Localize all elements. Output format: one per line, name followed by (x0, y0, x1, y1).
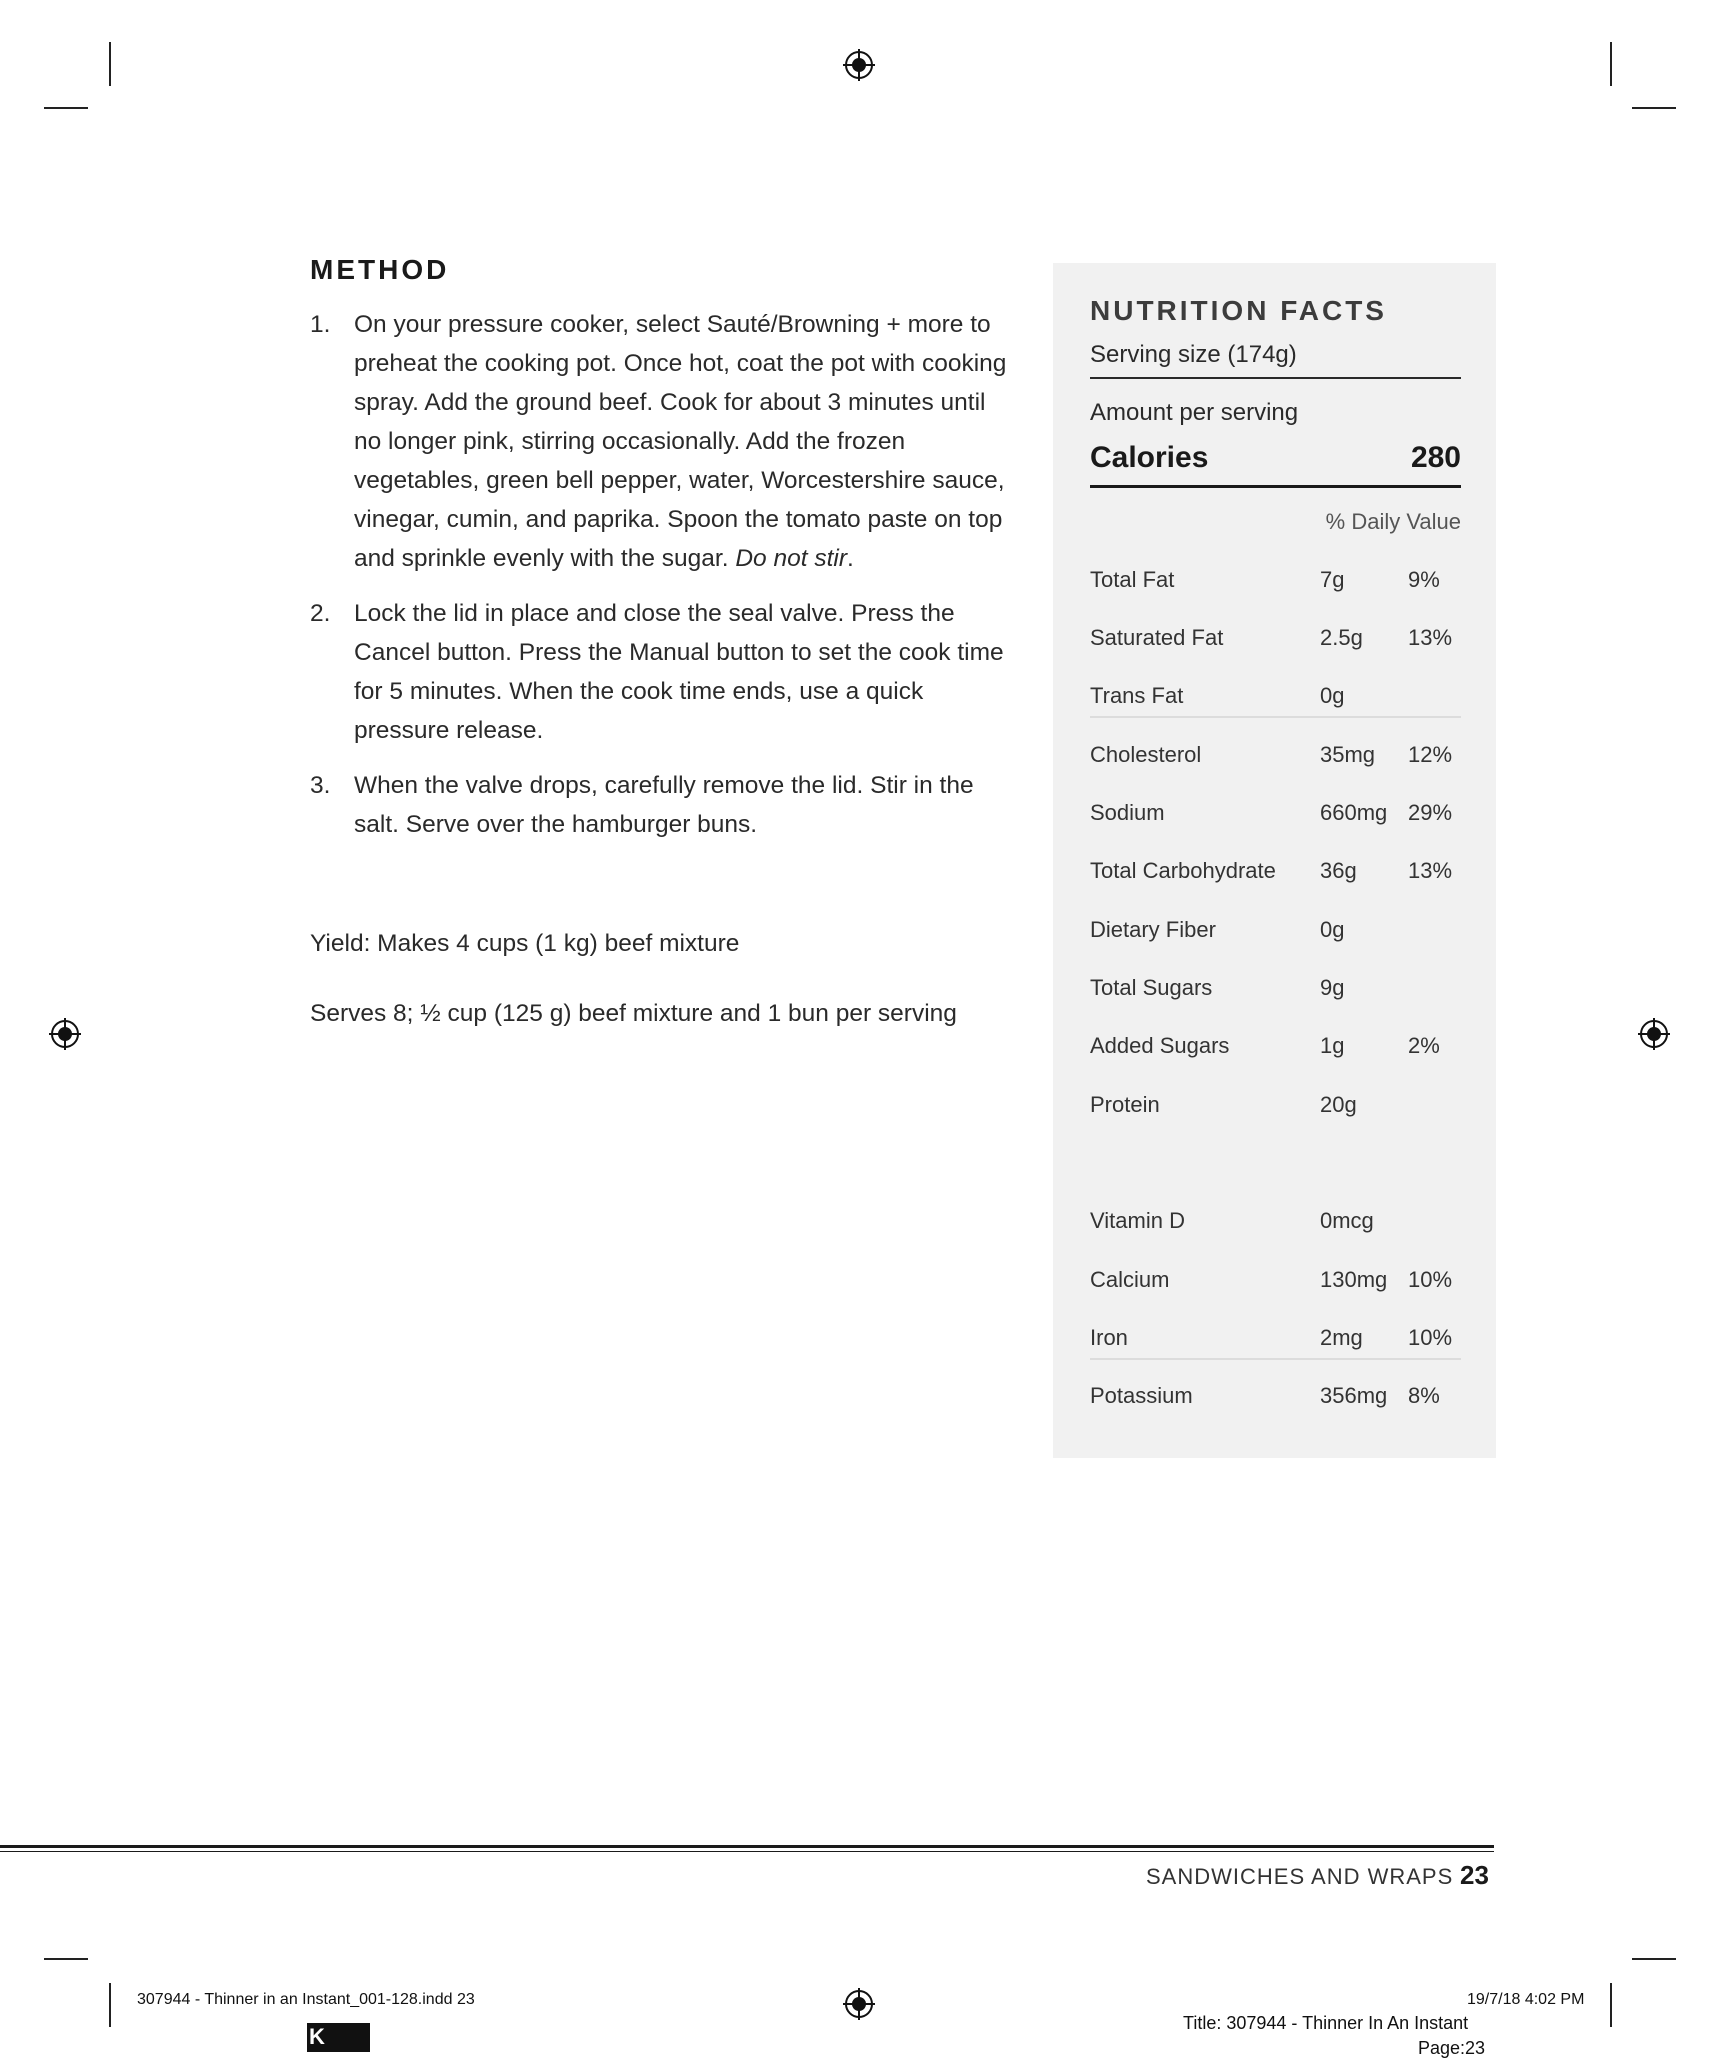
nutrition-facts-panel (1053, 263, 1496, 1458)
slug-page: Page:23 (1418, 2038, 1486, 2058)
crop-mark (1610, 42, 1612, 86)
daily-value-header: % Daily Value (1325, 509, 1461, 534)
step-text: When the valve drops, carefully remove the lid. Stir in the salt. Serve over the hamburger buns. (354, 772, 974, 838)
color-plate-label: K (309, 2024, 325, 2049)
nutrient-daily-value: 29% (1408, 800, 1453, 825)
crop-mark (44, 1958, 88, 1960)
nutrient-row (1090, 800, 1461, 830)
nutrient-name: Total Carbohydrate (1090, 858, 1276, 883)
nutrient-row (1090, 1092, 1461, 1122)
nutrient-daily-value: 9% (1408, 567, 1440, 592)
crop-mark (44, 107, 88, 109)
method-heading: METHOD (310, 254, 450, 285)
nutrient-amount: 356mg (1320, 1383, 1388, 1408)
crop-mark (109, 1983, 111, 2027)
nutrient-row (1090, 742, 1461, 772)
footer-rule (0, 1851, 1494, 1852)
nutrient-amount: 130mg (1320, 1267, 1388, 1292)
nutrient-row (1090, 625, 1461, 655)
serves-text: Serves 8; ½ cup (125 g) beef mixture and 1 bun per serving (310, 1000, 957, 1027)
slug-title: Title: 307944 - Thinner In An Instant (1183, 2013, 1469, 2033)
nutrient-amount: 2mg (1320, 1325, 1363, 1350)
divider (1090, 716, 1461, 718)
nutrient-name: Potassium (1090, 1383, 1193, 1408)
divider (1090, 485, 1461, 488)
method-step (310, 766, 1010, 844)
calories-label: Calories (1090, 441, 1209, 474)
registration-mark-icon (842, 48, 876, 82)
step-number: 3. (310, 772, 331, 799)
nutrition-title: NUTRITION FACTS (1090, 295, 1387, 326)
nutrient-daily-value: 10% (1408, 1325, 1453, 1350)
nutrient-name: Protein (1090, 1092, 1160, 1117)
nutrient-row (1090, 567, 1461, 597)
nutrient-row (1090, 975, 1461, 1005)
yield-text: Yield: Makes 4 cups (1 kg) beef mixture (310, 930, 740, 957)
nutrient-name: Sodium (1090, 800, 1165, 825)
nutrient-name: Iron (1090, 1325, 1128, 1350)
nutrient-name: Vitamin D (1090, 1208, 1185, 1233)
method-step (310, 594, 1010, 750)
nutrient-row (1090, 1267, 1461, 1297)
step-emphasis: Do not stir (735, 545, 847, 572)
nutrient-amount: 36g (1320, 858, 1357, 883)
nutrient-daily-value: 13% (1408, 858, 1453, 883)
nutrient-row (1090, 683, 1461, 713)
nutrient-amount: 20g (1320, 1092, 1357, 1117)
nutrient-name: Added Sugars (1090, 1033, 1230, 1058)
nutrient-name: Saturated Fat (1090, 625, 1224, 650)
nutrient-amount: 2.5g (1320, 625, 1363, 650)
calories-value: 280 (1410, 441, 1461, 474)
serving-size: Serving size (174g) (1090, 341, 1297, 368)
nutrient-daily-value: 13% (1408, 625, 1453, 650)
nutrient-amount: 35mg (1320, 742, 1376, 767)
registration-mark-icon (842, 1987, 876, 2021)
nutrient-row (1090, 1033, 1461, 1063)
registration-mark-icon (1637, 1017, 1671, 1051)
nutrient-daily-value: 12% (1408, 742, 1453, 767)
nutrient-amount: 660mg (1320, 800, 1388, 825)
slug-file-info: 307944 - Thinner in an Instant_001-128.indd 23 (137, 1991, 475, 2008)
nutrient-daily-value: 8% (1408, 1383, 1440, 1408)
method-step (310, 305, 1010, 578)
method-steps (310, 305, 1010, 860)
crop-mark (1610, 1983, 1612, 2027)
crop-mark (1632, 107, 1676, 109)
nutrient-amount: 9g (1320, 975, 1345, 1000)
divider (1090, 377, 1461, 379)
nutrient-row (1090, 1325, 1461, 1355)
registration-mark-icon (48, 1017, 82, 1051)
nutrient-name: Dietary Fiber (1090, 917, 1216, 942)
nutrient-daily-value: 2% (1408, 1033, 1440, 1058)
nutrient-name: Total Fat (1090, 567, 1175, 592)
nutrient-daily-value: 10% (1408, 1267, 1453, 1292)
slug-date: 19/7/18 4:02 PM (1467, 1991, 1585, 2008)
step-number: 1. (310, 311, 331, 338)
nutrient-row (1090, 1208, 1461, 1238)
nutrient-amount: 0mcg (1320, 1208, 1374, 1233)
nutrient-name: Total Sugars (1090, 975, 1213, 1000)
nutrient-amount: 1g (1320, 1033, 1345, 1058)
nutrient-name: Cholesterol (1090, 742, 1202, 767)
nutrient-row (1090, 917, 1461, 947)
divider (1090, 1358, 1461, 1360)
nutrient-name: Trans Fat (1090, 683, 1184, 708)
nutrient-amount: 7g (1320, 567, 1345, 592)
step-text: Lock the lid in place and close the seal valve. Press the Cancel button. Press the Manual button to set the cook time for 5 minutes. When the cook time ends, use a quick pressure release. (354, 600, 1004, 744)
amount-per-serving: Amount per serving (1090, 399, 1299, 426)
nutrient-row (1090, 858, 1461, 888)
crop-mark (1632, 1958, 1676, 1960)
section-title: SANDWICHES AND WRAPS (1146, 1864, 1454, 1889)
nutrient-row (1090, 1383, 1461, 1413)
color-plate-swatch (307, 2023, 370, 2052)
footer-rule (0, 1845, 1494, 1848)
nutrient-name: Calcium (1090, 1267, 1170, 1292)
step-number: 2. (310, 600, 331, 627)
crop-mark (109, 42, 111, 86)
step-text: On your pressure cooker, select Sauté/Browning + more to preheat the cooking pot. Once hot, coat the pot with cooking spray. Add the ground beef. Cook for about 3 minutes until no longer pink, stirring occasionally. Add the frozen vegetables, green bell pepper, water, Worcestershire sauce, vinegar, cumin, and paprika. Spoon the tomato paste on top and sprinkle evenly with the sugar. Do not stir. (354, 311, 1007, 572)
nutrient-amount: 0g (1320, 917, 1345, 942)
nutrient-amount: 0g (1320, 683, 1345, 708)
page-number: 23 (1460, 1860, 1489, 1890)
